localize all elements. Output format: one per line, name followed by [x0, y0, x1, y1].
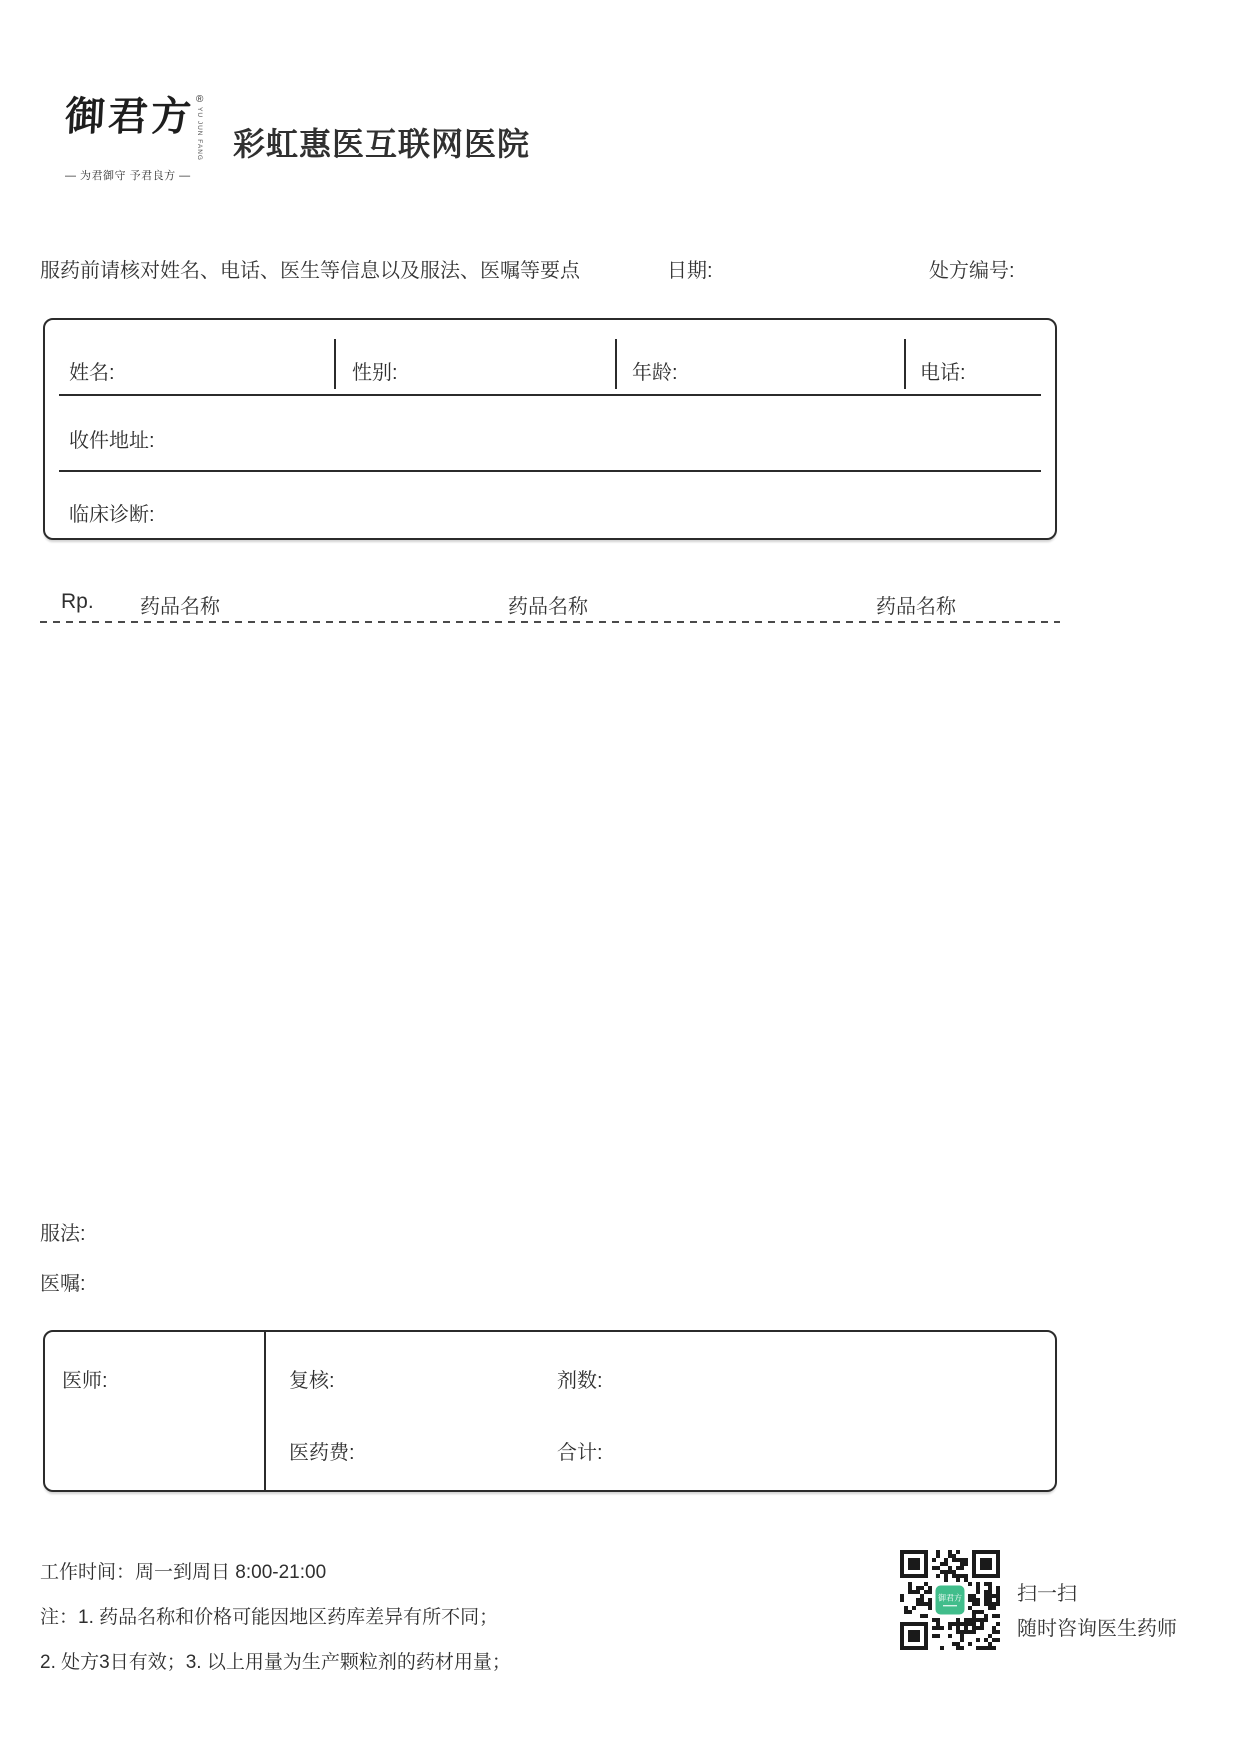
qr-scan-caption: 扫一扫 — [1017, 1583, 1077, 1605]
review-label: 复核: — [289, 1370, 335, 1392]
clinical-diagnosis-label: 临床诊断: — [69, 504, 155, 526]
patient-info-box — [43, 318, 1057, 540]
dose-count-label: 剂数: — [557, 1370, 603, 1392]
brand-tagline: — 为君御守 予君良方 — — [65, 169, 191, 182]
column-divider — [334, 339, 336, 389]
work-hours-note: 工作时间：周一到周日 8:00-21:00 — [40, 1562, 327, 1583]
patient-gender-label: 性别: — [352, 362, 398, 384]
qr-code — [900, 1550, 1000, 1650]
rp-dashed-divider — [40, 621, 1060, 623]
usage-method-label: 服法: — [40, 1223, 86, 1245]
physician-label: 医师: — [62, 1370, 108, 1392]
brand-logo-pinyin: YU JUN FANG — [196, 107, 204, 161]
rp-label: Rp. — [61, 590, 94, 613]
rx-number-field-label: 处方编号: — [929, 260, 1015, 282]
drug-name-column-header: 药品名称 — [876, 596, 956, 618]
footer-note-line2: 2. 处方3日有效；3. 以上用量为生产颗粒剂的药材用量； — [40, 1652, 511, 1673]
medicine-fee-label: 医药费: — [289, 1442, 355, 1464]
patient-name-label: 姓名: — [69, 362, 115, 384]
drug-name-column-header: 药品名称 — [508, 596, 588, 618]
registered-trademark-icon: ® — [196, 94, 204, 105]
column-divider — [615, 339, 617, 389]
brand-logo-text: 御君方 — [63, 93, 196, 140]
patient-phone-label: 电话: — [920, 362, 966, 384]
patient-age-label: 年龄: — [632, 362, 678, 384]
row-divider — [59, 470, 1041, 472]
qr-consult-caption: 随时咨询医生药师 — [1017, 1618, 1177, 1640]
date-field-label: 日期: — [667, 260, 713, 282]
patient-address-label: 收件地址: — [69, 430, 155, 452]
verification-notice: 服药前请核对姓名、电话、医生等信息以及服法、医嘱等要点 — [40, 260, 580, 282]
doctor-advice-label: 医嘱: — [40, 1273, 86, 1295]
column-divider — [264, 1332, 266, 1490]
drug-name-column-header: 药品名称 — [140, 596, 220, 618]
total-label: 合计: — [557, 1442, 603, 1464]
brand-logo — [65, 95, 203, 183]
footer-note-line1: 注：1. 药品名称和价格可能因地区药库差异有所不同； — [40, 1607, 499, 1628]
svg-text:御君方: 御君方 — [938, 1593, 962, 1603]
hospital-name: 彩虹惠医互联网医院 — [233, 126, 531, 162]
row-divider — [59, 394, 1041, 396]
signoff-box — [43, 1330, 1057, 1492]
column-divider — [904, 339, 906, 389]
